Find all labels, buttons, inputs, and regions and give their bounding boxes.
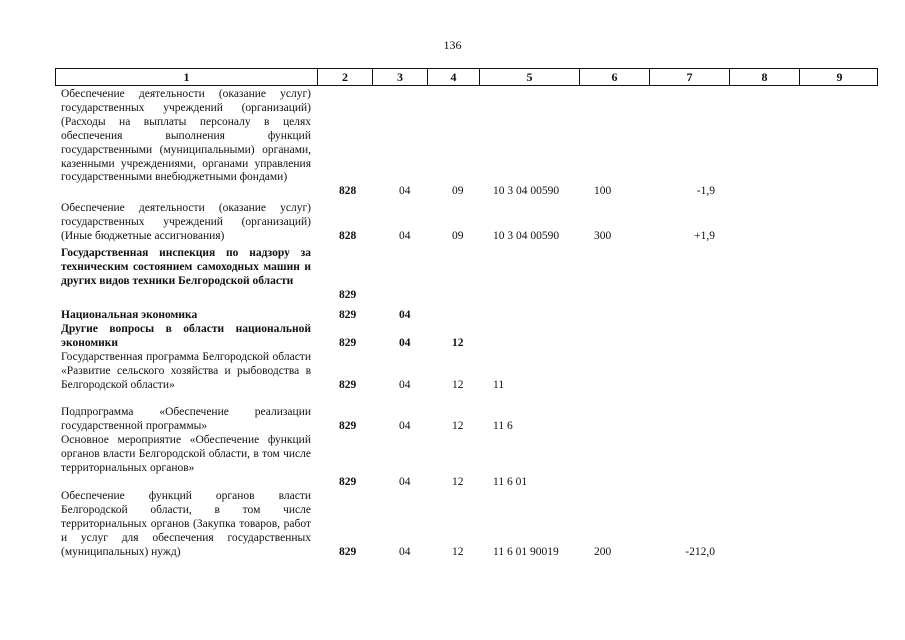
cell-col-3: 04	[399, 379, 411, 391]
row-description: Обеспечение деятельности (оказание услуг) государственных учреждений (организаций) (Иные бюджетные ассигнования)	[61, 202, 311, 242]
cell-col-6: 200	[594, 546, 612, 558]
page-number: 136	[443, 38, 462, 52]
cell-col-4: 09	[452, 230, 464, 242]
cell-col-3: 04	[399, 185, 411, 197]
table-header	[55, 68, 878, 86]
cell-col-7: -1,9	[696, 185, 715, 197]
cell-col-2: 829	[339, 289, 357, 301]
cell-col-4: 09	[452, 185, 464, 197]
cell-col-7: -212,0	[685, 546, 715, 558]
cell-col-2: 829	[339, 379, 357, 391]
cell-col-7: +1,9	[694, 230, 715, 242]
cell-col-4: 12	[452, 546, 464, 558]
cell-col-3: 04	[399, 420, 411, 432]
cell-col-5: 11 6 01	[493, 476, 528, 488]
cell-col-3: 04	[399, 230, 411, 242]
cell-col-2: 828	[339, 230, 357, 242]
cell-col-5: 11 6	[493, 420, 513, 432]
cell-col-5: 11	[493, 379, 505, 391]
header-col-2: 2	[318, 69, 373, 85]
row-description: Подпрограмма «Обеспечение реализации государственной программы»	[61, 406, 311, 432]
cell-col-4: 12	[452, 337, 464, 349]
row-description: Обеспечение функций органов власти Белгородской области, в том числе территориальных органов (Закупка товаров, работ и услуг для обеспечения государственных (муниципальных) нужд)	[61, 490, 311, 558]
cell-col-5: 10 3 04 00590	[493, 185, 560, 197]
cell-col-2: 829	[339, 546, 357, 558]
cell-col-2: 829	[339, 337, 357, 349]
header-col-3: 3	[373, 69, 428, 85]
cell-col-3: 04	[399, 337, 411, 349]
cell-col-5: 10 3 04 00590	[493, 230, 560, 242]
header-col-8: 8	[730, 69, 800, 85]
header-col-7: 7	[650, 69, 730, 85]
row-description: Национальная экономика	[61, 309, 198, 321]
cell-col-3: 04	[399, 476, 411, 488]
cell-col-2: 829	[339, 476, 357, 488]
row-description: Государственная программа Белгородской области «Развитие сельского хозяйства и рыбоводства в Белгородской области»	[61, 351, 311, 391]
row-description: Основное мероприятие «Обеспечение функций органов власти Белгородской области, в том числе территориальных органов»	[61, 434, 311, 474]
header-col-5: 5	[480, 69, 580, 85]
cell-col-4: 12	[452, 420, 464, 432]
cell-col-3: 04	[399, 546, 411, 558]
cell-col-4: 12	[452, 379, 464, 391]
cell-col-4: 12	[452, 476, 464, 488]
header-col-4: 4	[428, 69, 480, 85]
cell-col-2: 828	[339, 185, 357, 197]
cell-col-2: 829	[339, 309, 357, 321]
cell-col-3: 04	[399, 309, 411, 321]
row-description: Обеспечение деятельности (оказание услуг) государственных учреждений (организаций) (Расходы на выплаты персоналу в целях обеспечения выполнения функций государственными (муниципальными) органами, казенными учреждениями, органами управления государственными внебюджетными фондами)	[61, 88, 311, 184]
cell-col-2: 829	[339, 420, 357, 432]
header-col-9: 9	[836, 69, 843, 84]
row-description: Другие вопросы в области национальной экономики	[61, 323, 311, 349]
cell-col-6: 100	[594, 185, 612, 197]
cell-col-5: 11 6 01 90019	[493, 546, 559, 558]
row-description: Государственная инспекция по надзору за техническим состоянием самоходных машин и других видов техники Белгородской области	[61, 247, 311, 287]
header-col-1: 1	[56, 69, 318, 85]
header-col-6: 6	[580, 69, 650, 85]
cell-col-6: 300	[594, 230, 612, 242]
